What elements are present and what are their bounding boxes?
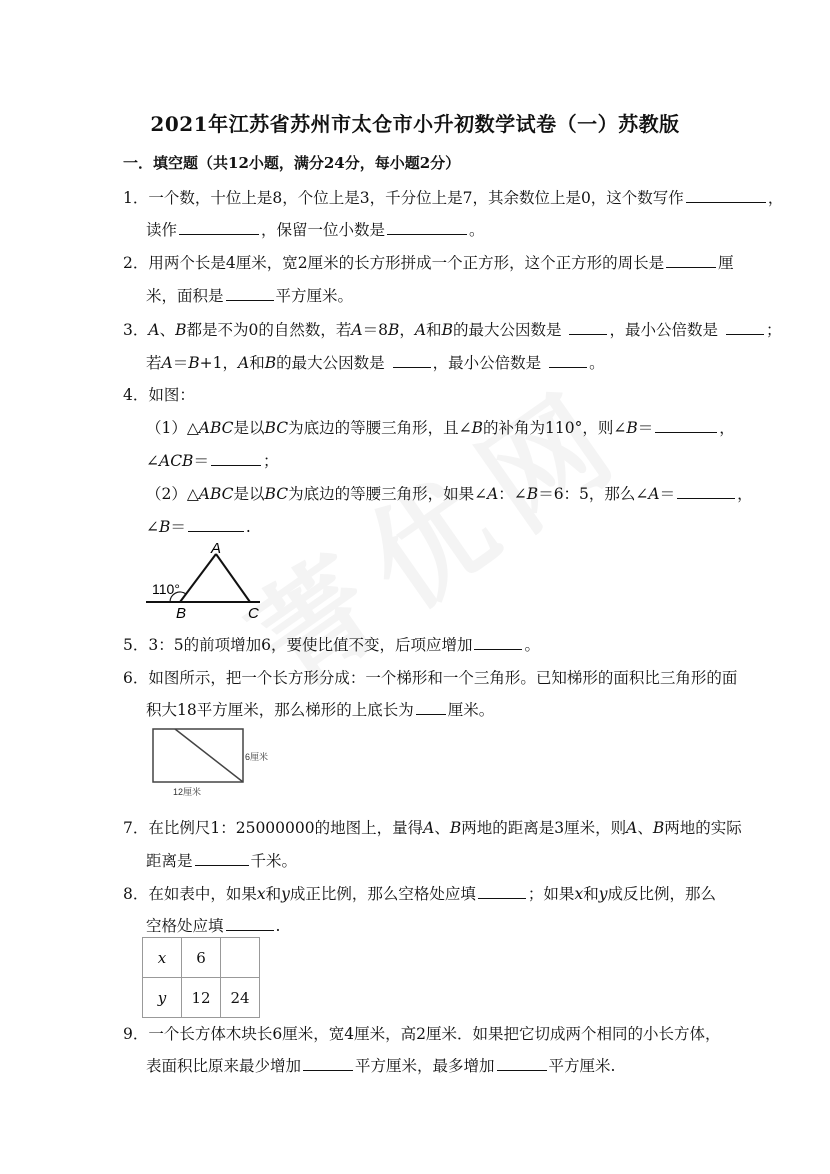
rectangle-figure (145, 722, 285, 800)
answer-blank[interactable] (179, 220, 259, 235)
answer-blank[interactable] (677, 484, 735, 499)
question-1-line-2: 读作 ，保留一位小数是 。 (146, 221, 485, 239)
question-2-line-2: 米，面积是 平方厘米。 (146, 287, 354, 305)
table-cell: 24 (221, 978, 260, 1018)
table-row (143, 978, 260, 1018)
table-cell: 6 (182, 938, 221, 978)
question-4-part-1-line-2: ∠ACB＝ ； (146, 452, 279, 470)
table-cell: x (143, 938, 182, 978)
question-8-line-2: 空格处应填 . (146, 917, 281, 935)
answer-blank[interactable] (211, 451, 261, 466)
vertex-a-label: A (211, 540, 222, 557)
question-4-part-1-line-1: （1）△ABC是以BC为底边的等腰三角形，且∠B的补角为110°，则∠B＝ ， (146, 419, 735, 437)
height-label: 6厘米 (245, 752, 269, 762)
diagonal-cut (175, 729, 243, 782)
width-label: 12厘米 (173, 787, 202, 797)
answer-blank[interactable] (478, 884, 526, 899)
page-title: 2021年江苏省苏州市太仓市小升初数学试卷（一）苏教版 (150, 112, 680, 136)
question-4-heading: 4．如图： (123, 386, 195, 404)
question-6-line-1: 6．如图所示，把一个长方形分成：一个梯形和一个三角形。已知梯形的面积比三角形的面 (123, 669, 738, 687)
vertex-c-label: C (248, 605, 259, 620)
answer-blank[interactable] (226, 916, 274, 931)
answer-blank[interactable] (726, 320, 764, 335)
table-cell-blank[interactable] (221, 938, 260, 978)
answer-blank[interactable] (474, 635, 522, 650)
triangle-figure (140, 540, 270, 620)
table-cell: y (143, 978, 182, 1018)
question-1-line-1: 1．一个数，十位上是8，个位上是3，千分位上是7，其余数位上是0，这个数写作 ， (123, 189, 784, 207)
section-heading: 一．填空题（共12小题，满分24分，每小题2分） (123, 154, 461, 172)
question-3-line-1: 3．A、B都是不为0的自然数，若A＝8B，A和B的最大公因数是 ，最小公倍数是 ； (123, 321, 782, 339)
answer-blank[interactable] (497, 1056, 547, 1071)
question-8-line-1: 8．在如表中，如果x和y成正比例，那么空格处应填 ；如果x和y成反比例，那么 (123, 885, 716, 903)
question-7-line-2: 距离是 千米。 (146, 852, 298, 870)
answer-blank[interactable] (416, 700, 446, 715)
table-cell: 12 (182, 978, 221, 1018)
answer-blank[interactable] (666, 253, 716, 268)
angle-label: 110° (152, 581, 180, 597)
answer-blank[interactable] (226, 286, 274, 301)
answer-blank[interactable] (686, 188, 766, 203)
answer-blank[interactable] (387, 220, 467, 235)
rectangle-outline (153, 729, 243, 782)
answer-blank[interactable] (393, 353, 431, 368)
question-7-line-1: 7．在比例尺1：25000000的地图上，量得A、B两地的距离是3厘米，则A、B两地的实际 (123, 819, 742, 837)
answer-blank[interactable] (195, 851, 249, 866)
answer-blank[interactable] (655, 418, 717, 433)
answer-blank[interactable] (549, 353, 587, 368)
question-6-line-2: 积大18平方厘米，那么梯形的上底长为 厘米。 (146, 701, 495, 719)
vertex-b-label: B (176, 605, 187, 620)
answer-blank[interactable] (188, 517, 244, 532)
question-9-line-2: 表面积比原来最少增加 平方厘米，最多增加 平方厘米. (146, 1057, 616, 1075)
answer-blank[interactable] (569, 320, 607, 335)
xy-table (142, 937, 260, 1018)
question-2-line-1: 2．用两个长是4厘米，宽2厘米的长方形拼成一个正方形，这个正方形的周长是 厘 (123, 254, 734, 272)
question-9-line-1: 9．一个长方体木块长6厘米，宽4厘米，高2厘米．如果把它切成两个相同的小长方体， (123, 1025, 721, 1043)
answer-blank[interactable] (303, 1056, 353, 1071)
question-5: 5．3：5的前项增加6，要使比值不变，后项应增加 。 (123, 636, 540, 654)
question-4-part-2-line-1: （2）△ABC是以BC为底边的等腰三角形，如果∠A：∠B＝6：5，那么∠A＝ ， (146, 485, 753, 503)
question-3-line-2: 若A＝B+1，A和B的最大公因数是 ，最小公倍数是 。 (146, 354, 605, 372)
question-4-part-2-line-2: ∠B＝ . (146, 518, 251, 536)
table-row (143, 938, 260, 978)
side-ac (216, 554, 250, 602)
side-ab (180, 554, 216, 602)
